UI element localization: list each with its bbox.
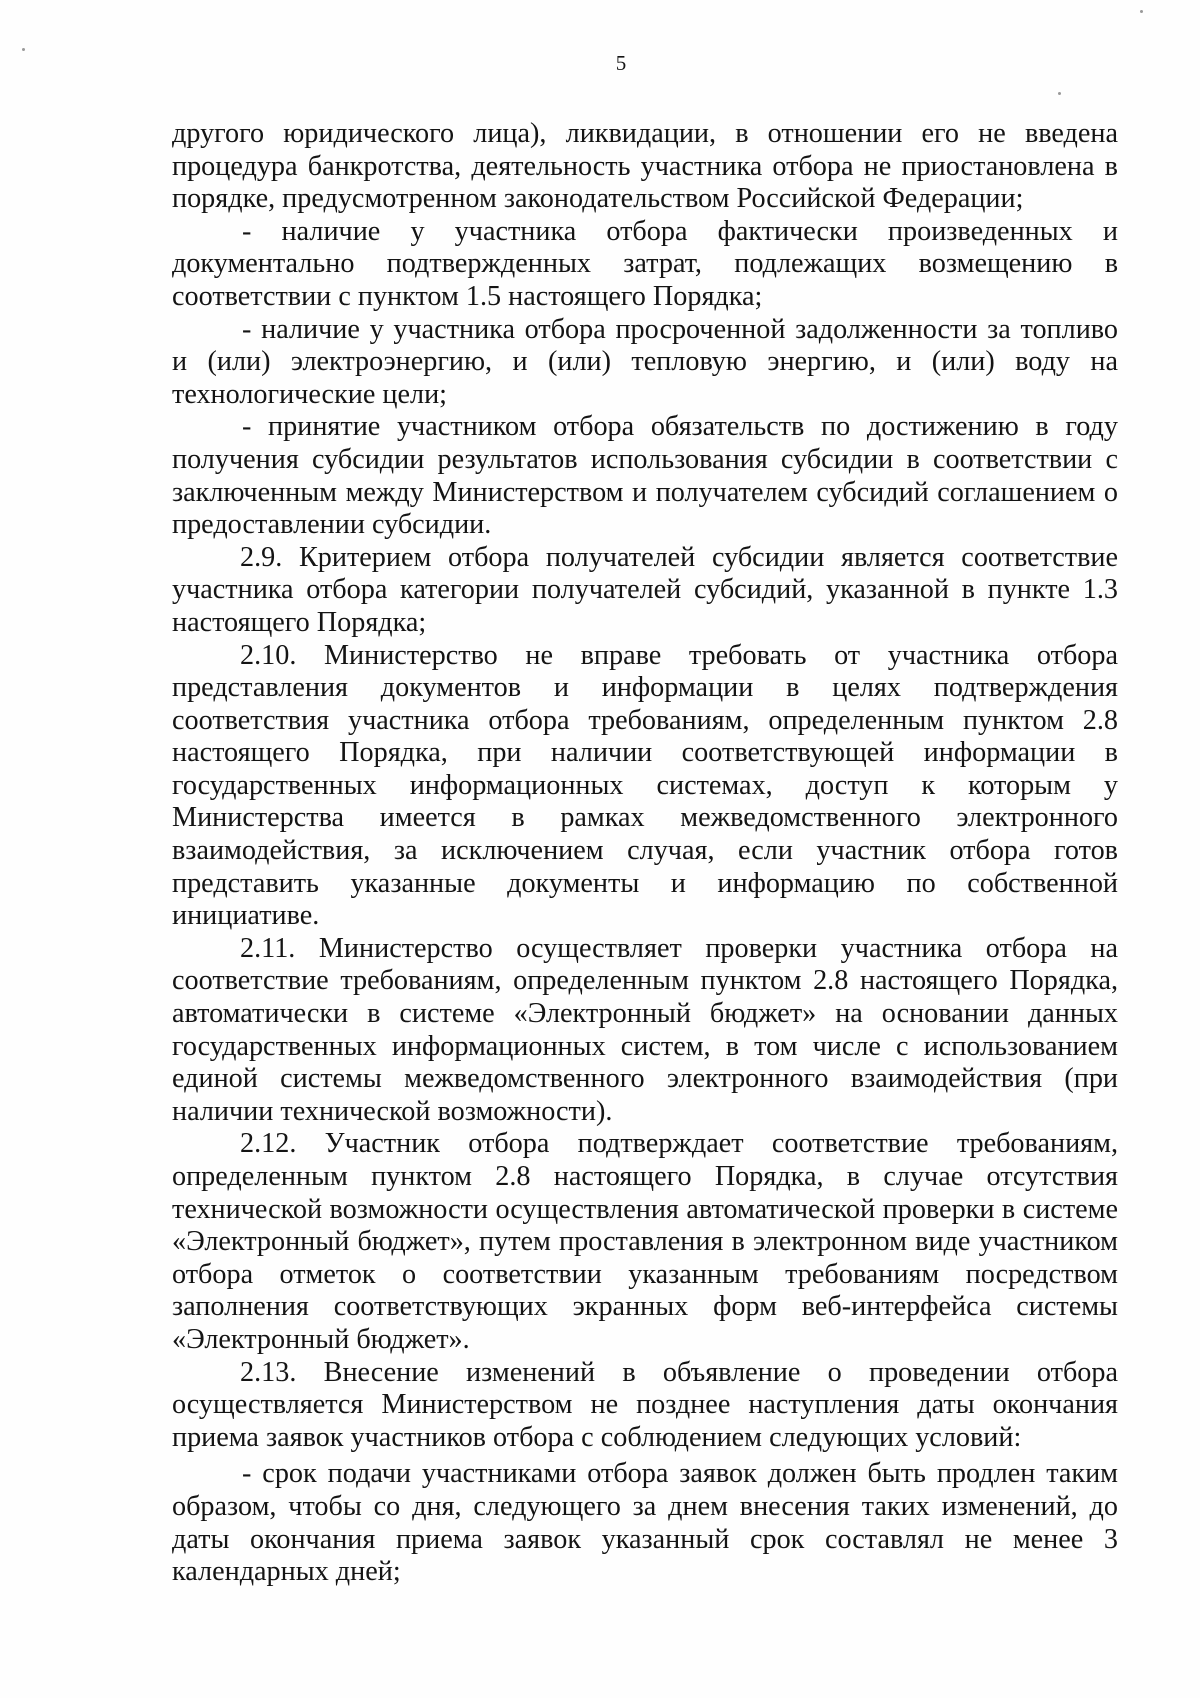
list-item-deadline: - срок подачи участниками отбора заявок должен быть продлен таким образом, чтобы со дня, следующего за днем внесения таких изменений, до даты окончания приема заявок указанный срок составлял не менее 3 календарных дней; [172,1458,1118,1588]
list-item-costs: - наличие у участника отбора фактически произведенных и документально подтвержденных затрат, подлежащих возмещению в соответствии с пунктом 1.5 настоящего Порядка; [172,215,1118,312]
paragraph-continuation: другого юридического лица), ликвидации, в отношении его не введена процедура банкротства, деятельность участника отбора не приостановлена в порядке, предусмотренном законодательством Российской Федерации; [172,118,1118,215]
page-number: 5 [615,51,627,75]
paragraph-2-10: 2.10. Министерство не вправе требовать от участника отбора представления документов и информации в целях подтверждения соответствия участника отбора требованиям, определенным пунктом 2.8 настоящего Порядка, при наличии соответствующей информации в государственных информационных системах, доступ к которым у Министерства имеется в рамках межведомственного электронного взаимодействия, за исключением случая, если участник отбора готов представить указанные документы и информацию по собственной инициативе. [172,639,1118,932]
paragraph-2-9: 2.9. Критерием отбора получателей субсидии является соответствие участника отбора категории получателей субсидий, указанной в пункте 1.3 настоящего Порядка; [172,541,1118,638]
paragraph-2-12: 2.12. Участник отбора подтверждает соответствие требованиям, определенным пунктом 2.8 настоящего Порядка, в случае отсутствия технической возможности осуществления автоматической проверки в системе «Электронный бюджет», путем проставления в электронном виде участником отбора отметок о соответствии указанным требованиям посредством заполнения соответствующих экранных форм веб-интерфейса системы «Электронный бюджет». [172,1128,1118,1355]
document-body [172,118,1118,1589]
list-item-debt: - наличие у участника отбора просроченной задолженности за топливо и (или) электроэнергию, и (или) тепловую энергию, и (или) воду на технологические цели; [172,313,1118,410]
list-item-obligations: - принятие участником отбора обязательств по достижению в году получения субсидии результатов использования субсидии в соответствии с заключенным между Министерством и получателем субсидий соглашением о предоставлении субсидии. [172,411,1118,541]
scan-speck [1140,10,1143,13]
paragraph-2-11: 2.11. Министерство осуществляет проверки участника отбора на соответствие требованиям, определенным пунктом 2.8 настоящего Порядка, автоматически в системе «Электронный бюджет» на основании данных государственных информационных систем, в том числе с использованием единой системы межведомственного электронного взаимодействия (при наличии технической возможности). [172,932,1118,1127]
scan-speck [1058,92,1061,95]
paragraph-2-13: 2.13. Внесение изменений в объявление о проведении отбора осуществляется Министерством не позднее наступления даты окончания приема заявок участников отбора с соблюдением следующих условий: [172,1356,1118,1453]
